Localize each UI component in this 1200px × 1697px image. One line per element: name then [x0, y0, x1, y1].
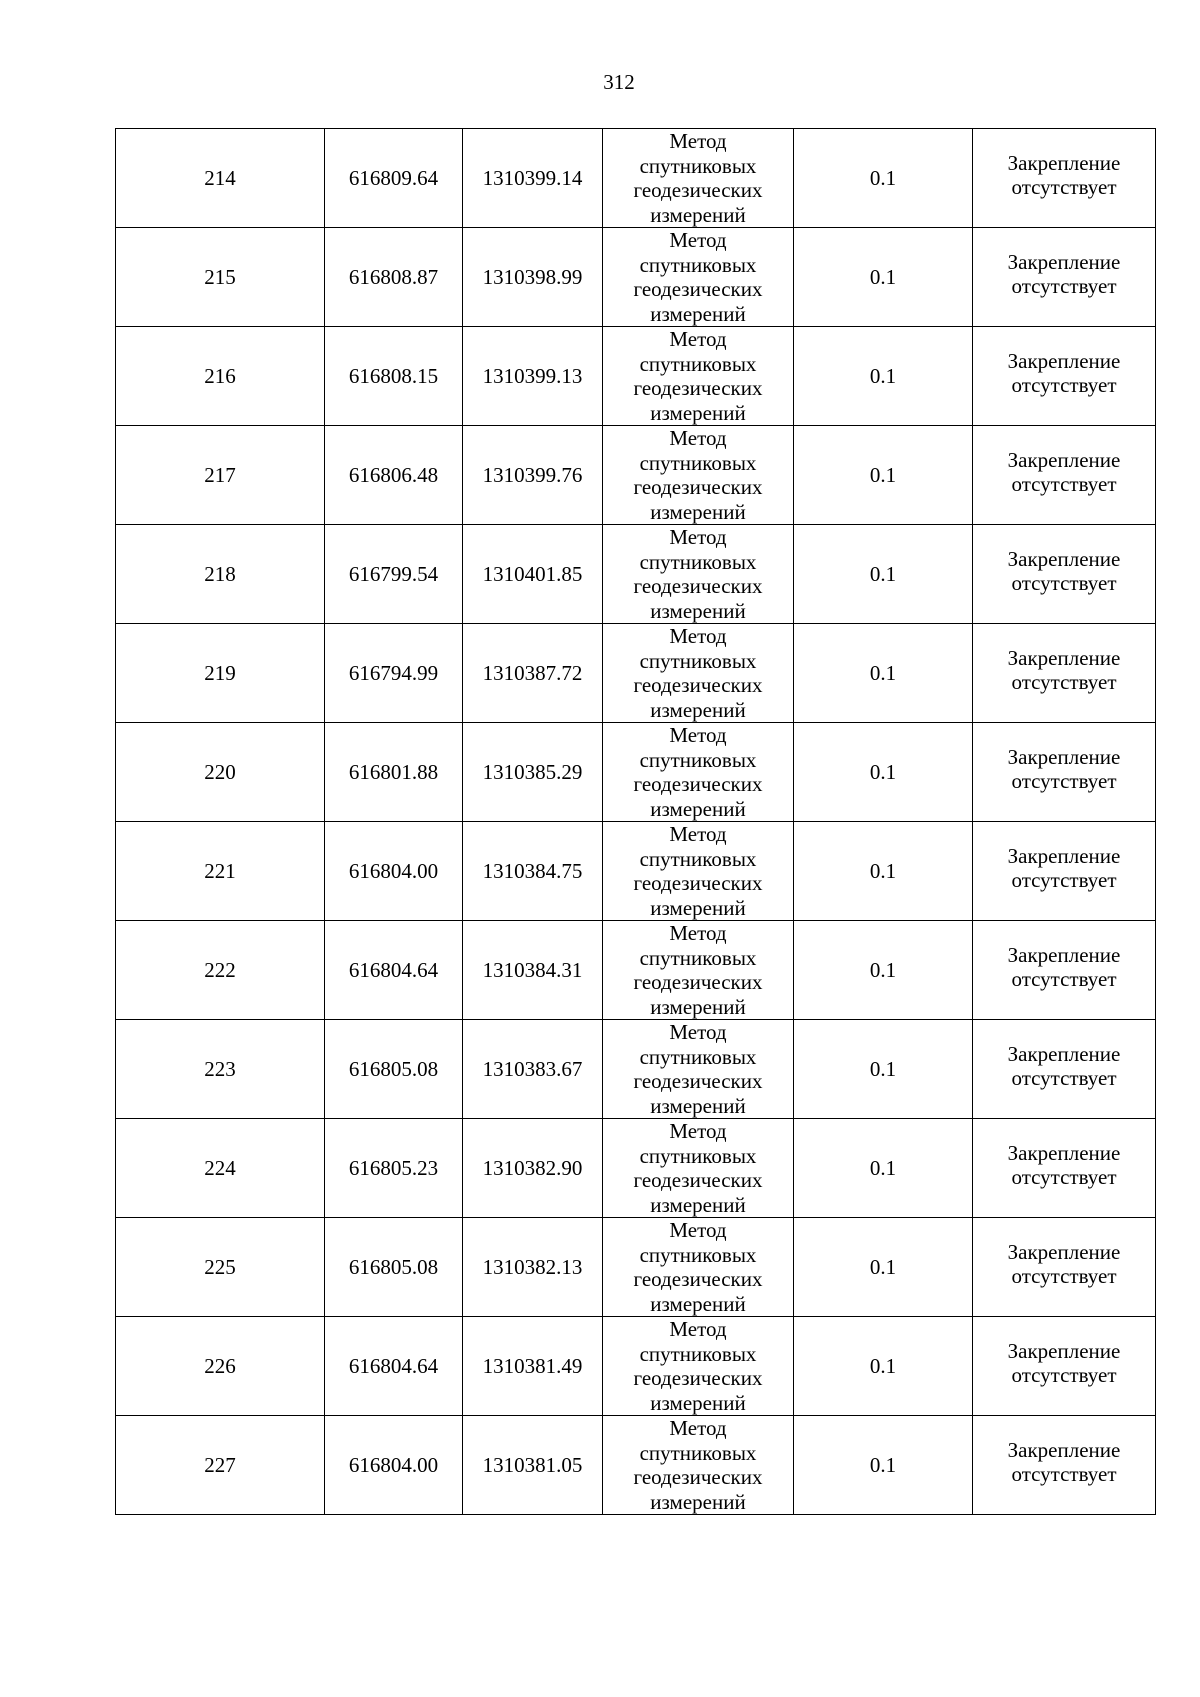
method-cell-line: геодезических — [633, 970, 763, 994]
fixing-cell — [973, 624, 1156, 723]
method-cell-line: спутниковых — [639, 549, 757, 574]
table-row — [116, 1317, 1156, 1416]
table-row — [116, 1218, 1156, 1317]
fixing-cell-line: отсутствует — [1011, 769, 1117, 793]
method-cell-line: Метод — [669, 624, 727, 648]
method-cell-line: измерений — [650, 1489, 746, 1514]
method-cell-line: геодезических — [633, 1465, 763, 1489]
fixing-cell-line: Закрепление — [1007, 1438, 1121, 1462]
accuracy-cell: 0.1 — [794, 1416, 973, 1515]
method-cell-line: геодезических — [633, 1267, 763, 1291]
method-cell-line: измерений — [650, 598, 746, 623]
method-cell-line: спутниковых — [639, 153, 757, 178]
method-cell-line: измерений — [650, 499, 746, 524]
method-cell-line: Метод — [669, 1416, 727, 1440]
method-cell-line: спутниковых — [639, 846, 757, 871]
method-cell-line: геодезических — [633, 871, 763, 895]
method-cell-line: спутниковых — [639, 648, 757, 673]
table-row — [116, 1416, 1156, 1515]
method-cell-line: Метод — [669, 921, 727, 945]
fixing-cell — [973, 327, 1156, 426]
x-coordinate-cell: 616806.48 — [325, 426, 463, 525]
y-coordinate-cell: 1310399.76 — [463, 426, 603, 525]
point-number-cell: 223 — [116, 1020, 325, 1119]
method-cell — [603, 1119, 794, 1218]
method-cell-line: геодезических — [633, 673, 763, 697]
point-number-cell: 224 — [116, 1119, 325, 1218]
accuracy-cell: 0.1 — [794, 129, 973, 228]
page-number: 312 — [603, 70, 635, 94]
x-coordinate-cell: 616805.08 — [325, 1020, 463, 1119]
x-coordinate-cell: 616804.64 — [325, 921, 463, 1020]
method-cell-line: геодезических — [633, 1168, 763, 1192]
method-cell — [603, 525, 794, 624]
point-number-cell: 221 — [116, 822, 325, 921]
accuracy-cell: 0.1 — [794, 228, 973, 327]
method-cell-line: Метод — [669, 1317, 727, 1341]
fixing-cell-line: отсутствует — [1011, 1462, 1117, 1486]
fixing-cell-line: отсутствует — [1011, 175, 1117, 199]
table-row — [116, 1020, 1156, 1119]
point-number-cell: 215 — [116, 228, 325, 327]
method-cell — [603, 327, 794, 426]
method-cell-line: Метод — [669, 1119, 727, 1143]
accuracy-cell: 0.1 — [794, 1218, 973, 1317]
fixing-cell-line: Закрепление — [1007, 151, 1121, 175]
method-cell-line: измерений — [650, 1192, 746, 1217]
fixing-cell-line: отсутствует — [1011, 373, 1117, 397]
fixing-cell-line: отсутствует — [1011, 472, 1117, 496]
method-cell — [603, 1317, 794, 1416]
accuracy-cell: 0.1 — [794, 525, 973, 624]
method-cell-line: геодезических — [633, 277, 763, 301]
fixing-cell — [973, 426, 1156, 525]
method-cell-line: спутниковых — [639, 1143, 757, 1168]
fixing-cell-line: Закрепление — [1007, 1339, 1121, 1363]
point-number-cell: 225 — [116, 1218, 325, 1317]
fixing-cell-line: отсутствует — [1011, 868, 1117, 892]
fixing-cell-line: Закрепление — [1007, 547, 1121, 571]
method-cell-line: спутниковых — [639, 747, 757, 772]
table-row — [116, 723, 1156, 822]
fixing-cell-line: отсутствует — [1011, 1264, 1117, 1288]
method-cell — [603, 624, 794, 723]
method-cell-line: измерений — [650, 1390, 746, 1415]
method-cell-line: Метод — [669, 426, 727, 450]
table-row — [116, 426, 1156, 525]
table-row — [116, 1119, 1156, 1218]
point-number-cell: 220 — [116, 723, 325, 822]
method-cell-line: измерений — [650, 994, 746, 1019]
fixing-cell — [973, 723, 1156, 822]
coordinates-table-body — [116, 129, 1156, 1515]
method-cell-line: измерений — [650, 202, 746, 227]
method-cell-line: измерений — [650, 697, 746, 722]
point-number-cell: 216 — [116, 327, 325, 426]
y-coordinate-cell: 1310399.14 — [463, 129, 603, 228]
table-row — [116, 129, 1156, 228]
x-coordinate-cell: 616801.88 — [325, 723, 463, 822]
method-cell — [603, 228, 794, 327]
fixing-cell-line: Закрепление — [1007, 844, 1121, 868]
fixing-cell-line: Закрепление — [1007, 1042, 1121, 1066]
method-cell-line: Метод — [669, 1020, 727, 1044]
fixing-cell-line: Закрепление — [1007, 943, 1121, 967]
fixing-cell-line: Закрепление — [1007, 448, 1121, 472]
fixing-cell-line: отсутствует — [1011, 274, 1117, 298]
fixing-cell — [973, 921, 1156, 1020]
y-coordinate-cell: 1310398.99 — [463, 228, 603, 327]
y-coordinate-cell: 1310401.85 — [463, 525, 603, 624]
method-cell-line: измерений — [650, 1093, 746, 1118]
method-cell — [603, 723, 794, 822]
fixing-cell-line: отсутствует — [1011, 1363, 1117, 1387]
accuracy-cell: 0.1 — [794, 822, 973, 921]
point-number-cell: 226 — [116, 1317, 325, 1416]
x-coordinate-cell: 616804.00 — [325, 1416, 463, 1515]
method-cell-line: Метод — [669, 228, 727, 252]
method-cell — [603, 1416, 794, 1515]
fixing-cell-line: Закрепление — [1007, 745, 1121, 769]
method-cell-line: спутниковых — [639, 351, 757, 376]
fixing-cell-line: Закрепление — [1007, 349, 1121, 373]
fixing-cell-line: отсутствует — [1011, 1066, 1117, 1090]
accuracy-cell: 0.1 — [794, 1020, 973, 1119]
method-cell-line: измерений — [650, 796, 746, 821]
fixing-cell — [973, 1218, 1156, 1317]
fixing-cell — [973, 1416, 1156, 1515]
method-cell-line: Метод — [669, 525, 727, 549]
accuracy-cell: 0.1 — [794, 426, 973, 525]
method-cell — [603, 921, 794, 1020]
y-coordinate-cell: 1310385.29 — [463, 723, 603, 822]
method-cell-line: геодезических — [633, 574, 763, 598]
method-cell-line: спутниковых — [639, 945, 757, 970]
x-coordinate-cell: 616794.99 — [325, 624, 463, 723]
accuracy-cell: 0.1 — [794, 1119, 973, 1218]
point-number-cell: 218 — [116, 525, 325, 624]
method-cell-line: измерений — [650, 400, 746, 425]
y-coordinate-cell: 1310382.13 — [463, 1218, 603, 1317]
method-cell-line: Метод — [669, 723, 727, 747]
x-coordinate-cell: 616808.15 — [325, 327, 463, 426]
method-cell-line: геодезических — [633, 178, 763, 202]
accuracy-cell: 0.1 — [794, 723, 973, 822]
table-row — [116, 921, 1156, 1020]
fixing-cell-line: Закрепление — [1007, 1141, 1121, 1165]
fixing-cell — [973, 1119, 1156, 1218]
table-row — [116, 525, 1156, 624]
fixing-cell-line: отсутствует — [1011, 967, 1117, 991]
x-coordinate-cell: 616805.08 — [325, 1218, 463, 1317]
method-cell-line: спутниковых — [639, 1044, 757, 1069]
fixing-cell — [973, 822, 1156, 921]
table-row — [116, 624, 1156, 723]
x-coordinate-cell: 616804.00 — [325, 822, 463, 921]
point-number-cell: 222 — [116, 921, 325, 1020]
method-cell-line: спутниковых — [639, 252, 757, 277]
y-coordinate-cell: 1310384.31 — [463, 921, 603, 1020]
accuracy-cell: 0.1 — [794, 624, 973, 723]
point-number-cell: 227 — [116, 1416, 325, 1515]
x-coordinate-cell: 616799.54 — [325, 525, 463, 624]
accuracy-cell: 0.1 — [794, 1317, 973, 1416]
coordinates-table — [115, 128, 1156, 1515]
y-coordinate-cell: 1310387.72 — [463, 624, 603, 723]
y-coordinate-cell: 1310381.05 — [463, 1416, 603, 1515]
point-number-cell: 219 — [116, 624, 325, 723]
method-cell — [603, 426, 794, 525]
method-cell-line: геодезических — [633, 1366, 763, 1390]
method-cell-line: спутниковых — [639, 1242, 757, 1267]
method-cell-line: геодезических — [633, 376, 763, 400]
method-cell — [603, 1020, 794, 1119]
y-coordinate-cell: 1310382.90 — [463, 1119, 603, 1218]
fixing-cell — [973, 1317, 1156, 1416]
fixing-cell-line: Закрепление — [1007, 646, 1121, 670]
fixing-cell — [973, 228, 1156, 327]
x-coordinate-cell: 616808.87 — [325, 228, 463, 327]
accuracy-cell: 0.1 — [794, 327, 973, 426]
fixing-cell-line: отсутствует — [1011, 670, 1117, 694]
method-cell-line: измерений — [650, 1291, 746, 1316]
method-cell-line: геодезических — [633, 475, 763, 499]
fixing-cell — [973, 1020, 1156, 1119]
point-number-cell: 214 — [116, 129, 325, 228]
fixing-cell-line: Закрепление — [1007, 250, 1121, 274]
method-cell-line: спутниковых — [639, 1341, 757, 1366]
method-cell — [603, 1218, 794, 1317]
fixing-cell-line: отсутствует — [1011, 571, 1117, 595]
table-row — [116, 228, 1156, 327]
fixing-cell — [973, 525, 1156, 624]
method-cell-line: Метод — [669, 1218, 727, 1242]
method-cell — [603, 129, 794, 228]
method-cell-line: Метод — [669, 129, 727, 153]
fixing-cell-line: Закрепление — [1007, 1240, 1121, 1264]
y-coordinate-cell: 1310384.75 — [463, 822, 603, 921]
point-number-cell: 217 — [116, 426, 325, 525]
y-coordinate-cell: 1310381.49 — [463, 1317, 603, 1416]
method-cell-line: спутниковых — [639, 1440, 757, 1465]
table-row — [116, 822, 1156, 921]
x-coordinate-cell: 616809.64 — [325, 129, 463, 228]
accuracy-cell: 0.1 — [794, 921, 973, 1020]
method-cell-line: геодезических — [633, 772, 763, 796]
method-cell-line: измерений — [650, 301, 746, 326]
x-coordinate-cell: 616804.64 — [325, 1317, 463, 1416]
fixing-cell — [973, 129, 1156, 228]
method-cell-line: спутниковых — [639, 450, 757, 475]
method-cell — [603, 822, 794, 921]
method-cell-line: измерений — [650, 895, 746, 920]
y-coordinate-cell: 1310383.67 — [463, 1020, 603, 1119]
fixing-cell-line: отсутствует — [1011, 1165, 1117, 1189]
y-coordinate-cell: 1310399.13 — [463, 327, 603, 426]
table-row — [116, 327, 1156, 426]
x-coordinate-cell: 616805.23 — [325, 1119, 463, 1218]
method-cell-line: Метод — [669, 822, 727, 846]
method-cell-line: Метод — [669, 327, 727, 351]
method-cell-line: геодезических — [633, 1069, 763, 1093]
